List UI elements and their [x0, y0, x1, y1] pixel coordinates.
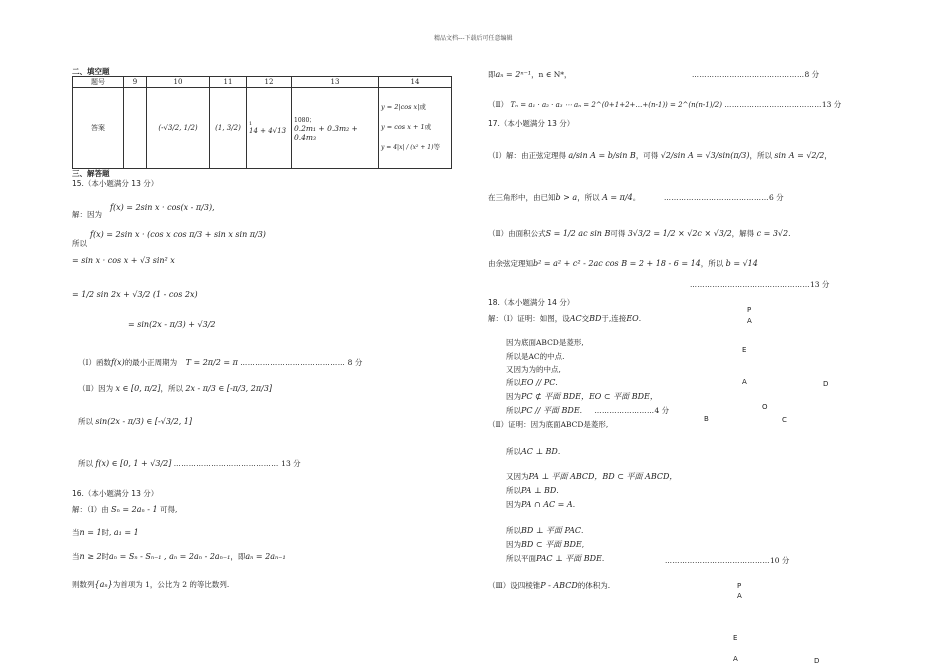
q15-line5-math: = sin(2x - π/3) + √3/2	[128, 320, 216, 329]
q18-line15-score: 10 分	[770, 556, 790, 565]
answer-q14-a-suffix: 或	[419, 103, 426, 112]
q18-line7	[506, 405, 669, 416]
q15-line1-pre: 解：因为	[72, 210, 102, 219]
answer-q10: (-√3/2, 1/2)	[147, 88, 210, 169]
answer-q13-a: 1080；	[294, 116, 316, 124]
figure1-label-o: O	[762, 403, 768, 411]
q16c-line1-dots: ………………………………………	[692, 71, 805, 79]
figure1-label-d: D	[823, 380, 829, 388]
q18-line15-dots: ……………………………………	[665, 557, 770, 565]
q16-line2-mid: 时,	[101, 528, 112, 537]
table-row-label: 答案	[73, 88, 124, 169]
q18-line6-math: PC ⊄ 平面 BDE，EO ⊂ 平面 BDE，	[521, 392, 658, 401]
q18-line11-pre: 所以	[506, 486, 521, 495]
q18-line4: 又因为为的中点,	[506, 365, 561, 374]
q18-line12-math: PA ∩ AC = A	[521, 500, 573, 509]
q18-line5-pre: 所以	[506, 378, 521, 387]
q18-line13-post: .	[581, 526, 584, 535]
q16c-line1-math: aₙ = 2ⁿ⁻¹	[495, 70, 532, 79]
q16c-line1-mid: ，n ∈ N*，	[531, 70, 572, 79]
answer-q12-main: 14 + 4√13	[249, 127, 287, 135]
page-header-note: 精品文档---下载后可任意编辑	[434, 35, 513, 42]
q15-line2-math: f(x) = 2sin x · (cos x cos π/3 + sin x sin π/3)	[90, 230, 266, 239]
answer-q9	[124, 88, 147, 169]
q18-line5-post: .	[555, 378, 558, 387]
q17-line4-mid: ，所以	[700, 259, 724, 268]
q18-line1-math1: AC	[569, 314, 582, 323]
q18-line16-post: 的体积为.	[577, 581, 611, 590]
table-header-cell: 11	[210, 77, 247, 88]
q15-part1-mid: 的最小正周期为	[124, 358, 178, 367]
q18-line10-pre: 又因为	[506, 472, 529, 481]
q18-line14	[506, 539, 584, 550]
q18-line11	[506, 485, 559, 496]
q15-heading: 15.（本小题满分 13 分）	[72, 179, 159, 188]
q17-line2-tail	[664, 192, 784, 203]
q17-line1-math1: a/sin A = b/sin B	[568, 151, 636, 160]
q18-line9-post: .	[557, 447, 561, 456]
q17-line2-math1: b > a	[555, 193, 578, 202]
answer-q14	[379, 88, 452, 169]
q16c-line1-tail	[692, 69, 819, 80]
q18-line15-math: PAC ⊥ 平面 BDE	[536, 554, 602, 563]
figure1-label-e: E	[742, 346, 747, 354]
q16-heading: 16.（本小题满分 13 分）	[72, 489, 159, 498]
q17-line3-pre: （Ⅱ）由面积公式	[488, 229, 546, 238]
q17-line3-post: .	[788, 229, 791, 238]
q17-line2-math2: A = π/4	[602, 193, 633, 202]
q18-line10	[506, 471, 677, 482]
q17-line1-math2: √2/sin A = √3/sin(π/3)	[660, 151, 750, 160]
q16-line4	[72, 579, 229, 590]
q18-line12-post: .	[572, 500, 576, 509]
answer-table-header	[73, 77, 452, 88]
q15-part1-score: 8 分	[347, 358, 363, 367]
q17-line5	[690, 279, 829, 290]
q16-line1-math: Sₙ = 2aₙ - 1	[111, 505, 158, 514]
q17-line5-score: 13 分	[810, 280, 830, 289]
table-header-cell: 14	[379, 77, 452, 88]
q16-line3-math1: n ≥ 2	[79, 552, 102, 561]
q17-line4-math2: b = √14	[725, 259, 758, 268]
q15-part3-math: sin(2x - π/3) ∈ [-√3/2, 1]	[95, 417, 192, 426]
q18-line16-math: P - ABCD	[540, 581, 578, 590]
figure2-label-e: E	[733, 634, 738, 642]
q18-line12	[506, 499, 575, 510]
figure2-label-p: P	[737, 582, 742, 590]
q16-line1-post: 可得,	[160, 505, 178, 514]
q15-part2	[78, 383, 272, 394]
q17-line2-post: 。	[632, 193, 641, 202]
q16-line3-math3: aₙ = 2aₙ₋₁	[245, 552, 286, 561]
answer-q14-b-suffix: 或	[424, 123, 432, 132]
figure2-label-d: D	[814, 657, 820, 665]
q17-line3-math3: c = 3√2	[756, 229, 789, 238]
q15-line3-math: = sin x · cos x + √3 sin² x	[72, 256, 175, 265]
q16c-line2-dots: …………………………………	[724, 101, 822, 109]
q15-part3	[78, 416, 192, 427]
q18-line14-post: ,	[581, 540, 585, 549]
q16-line1-pre: 解：（Ⅰ）由	[72, 505, 109, 514]
q18-line8: （Ⅱ）证明：因为底面ABCD是菱形,	[488, 420, 609, 429]
q15-part2-pre: （Ⅱ）因为	[78, 384, 114, 393]
answer-q12-top: 1	[249, 121, 253, 127]
q16-line3-math2: aₙ = Sₙ - Sₙ₋₁ , aₙ = 2aₙ - 2aₙ₋₁	[109, 552, 231, 561]
answer-table	[72, 76, 452, 169]
q18-line15-post: .	[601, 554, 605, 563]
q16-line2-math1: n = 1	[79, 528, 102, 537]
figure1-label-b: B	[704, 415, 709, 423]
q15-part3-pre: 所以	[78, 417, 93, 426]
table-header-cell: 9	[124, 77, 147, 88]
q15-part4-pre: 所以	[78, 459, 93, 468]
q17-line3-math1: S = 1/2 ac sin B	[545, 229, 611, 238]
q17-line3-math2: 3√3/2 = 1/2 × √2c × √3/2	[627, 229, 732, 238]
q18-line7-score: 4 分	[654, 406, 670, 415]
q18-line16	[488, 580, 610, 591]
q17-line2-pre: 在三角形中，由已知	[488, 193, 556, 202]
q18-line1-mid: 交	[581, 314, 590, 323]
q15-part4	[78, 458, 301, 469]
answer-q13-b: 0.2m₁ + 0.3m₂ + 0.4m₃	[294, 123, 358, 142]
q18-line15-tail	[665, 555, 789, 566]
answer-q13	[292, 88, 379, 169]
q16c-line2-score: 13 分	[821, 100, 842, 109]
q17-line1-math3: sin A = √2/2	[774, 151, 825, 160]
q17-line5-dots: …………………………………………	[690, 281, 810, 289]
q15-line4-math: = 1/2 sin 2x + √3/2 (1 - cos 2x)	[72, 290, 198, 299]
q18-line5	[506, 377, 558, 388]
answer-q11: (1, 3/2)	[210, 88, 247, 169]
q18-line14-math: BD ⊂ 平面 BDE	[521, 540, 582, 549]
q18-line7-math: PC // 平面 BDE	[521, 406, 580, 415]
q18-line9	[506, 446, 560, 457]
q18-line1-math3: EO	[626, 314, 639, 323]
q18-line5-math: EO // PC	[521, 378, 556, 387]
q18-line7-pre: 所以	[506, 406, 521, 415]
q16c-line1	[488, 69, 572, 80]
figure1-label-a1: A	[747, 317, 752, 325]
q16c-line2-pre: （Ⅱ）	[488, 100, 509, 109]
q18-line15-pre: 所以平面	[506, 554, 536, 563]
q15-part1-dots: ……………………………………	[240, 359, 346, 367]
q18-line15	[506, 553, 604, 564]
answer-q14-c: y = 4|x| / (x² + 1)	[381, 143, 434, 151]
q16-line3-mid: 时	[101, 552, 110, 561]
figure2-label-a1: A	[737, 592, 742, 600]
q18-heading: 18.（本小题满分 14 分）	[488, 298, 575, 307]
q16-line1	[72, 504, 177, 515]
q18-line1-mid2: 于,连接	[601, 314, 627, 323]
fill-in-title: 二、填空题	[72, 67, 110, 76]
answer-table-row	[73, 88, 452, 169]
q18-line2: 因为底面ABCD是菱形,	[506, 338, 584, 347]
q18-line1	[488, 313, 641, 324]
q16-line2-math2: a₁ = 1	[113, 528, 139, 537]
q18-line7-post: .	[579, 406, 583, 415]
q15-part4-dots: ……………………………………	[173, 460, 279, 468]
q17-line3-mid2: ，解得	[731, 229, 755, 238]
answer-q14-b: y = cos x + 1	[381, 123, 425, 132]
q15-part4-math: f(x) ∈ [0, 1 + √3/2]	[95, 459, 172, 468]
figure1-label-p: P	[747, 306, 752, 314]
q15-part4-score: 13 分	[281, 459, 301, 468]
q18-line11-math: PA ⊥ BD	[521, 486, 557, 495]
q18-line13	[506, 525, 583, 536]
table-header-cell: 13	[292, 77, 379, 88]
q16c-line2	[488, 99, 841, 110]
q16-line4-math: {aₙ}	[94, 580, 113, 589]
q17-line3-mid: 可得	[610, 229, 626, 238]
q16-line2-pre: 当	[72, 528, 80, 537]
q16-line3	[72, 551, 286, 562]
q18-line12-pre: 因为	[506, 500, 521, 509]
q16c-line1-pre: 即	[488, 70, 496, 79]
q17-heading: 17.（本小题满分 13 分）	[488, 119, 575, 128]
q15-line1	[72, 209, 102, 220]
solve-title: 三、解答题	[72, 169, 110, 178]
q17-line2-dots: ……………………………………	[664, 194, 769, 202]
answer-q12	[247, 88, 292, 169]
q18-line1-math2: BD	[589, 314, 602, 323]
q17-line1	[488, 150, 832, 161]
q18-line11-post: .	[556, 486, 559, 495]
table-header-cell: 10	[147, 77, 210, 88]
figure2-label-a2: A	[733, 655, 738, 663]
figure1-label-c: C	[782, 416, 787, 424]
table-header-cell: 12	[247, 77, 292, 88]
q15-part1-math: f(x)	[110, 358, 125, 367]
q16-line3-mid2: ，即	[230, 552, 246, 561]
q16c-line2-math: Tₙ = a₁ · a₂ · a₃ ⋯ aₙ = 2^(0+1+2+…+(n-1)) = 2^(n(n-1)/2)	[510, 101, 722, 109]
q18-line6	[506, 391, 658, 402]
q17-line1-pre: （Ⅰ）解：由正弦定理得	[488, 151, 566, 160]
q18-line1-pre: 解：（Ⅰ）证明：如图，设	[488, 314, 570, 323]
q18-line13-math: BD ⊥ 平面 PAC	[521, 526, 581, 535]
q17-line1-mid2: ，所以	[749, 151, 772, 160]
q17-line4-pre: 由余弦定理知	[488, 259, 533, 268]
q17-line1-mid: ，可得	[635, 151, 659, 160]
q15-part2-math2: 2x - π/3 ∈ [-π/3, 2π/3]	[185, 384, 273, 393]
q17-line1-post: ，	[824, 151, 832, 160]
q18-line14-pre: 因为	[506, 540, 521, 549]
q17-line4	[488, 258, 758, 269]
q18-line10-math: PA ⊥ 平面 ABCD，BD ⊂ 平面 ABCD，	[528, 472, 678, 481]
q15-part1	[78, 357, 362, 368]
q15-part2-math1: x ∈ [0, π/2]	[115, 384, 161, 393]
q17-line2-mid: ，所以	[577, 193, 600, 202]
q15-part1-result: T = 2π/2 = π	[185, 358, 238, 367]
q18-line3: 所以是AC的中点.	[506, 352, 565, 361]
q17-line2	[488, 192, 640, 203]
answer-q14-c-suffix: 等	[433, 142, 440, 151]
q17-line3	[488, 228, 791, 239]
q15-part1-pre: （Ⅰ）函数	[78, 358, 111, 367]
q18-line1-post: .	[638, 314, 642, 323]
q18-line6-pre: 因为	[506, 392, 521, 401]
answer-q14-a: y = 2|cos x|	[381, 103, 420, 112]
q17-line4-math1: b² = a² + c² - 2ac cos B = 2 + 18 - 6 = 14	[533, 259, 701, 268]
q16-line4-post: 为首项为 1，公比为 2 的等比数列.	[112, 580, 230, 589]
q18-line9-math: AC ⊥ BD	[521, 447, 558, 456]
q18-line13-pre: 所以	[506, 526, 521, 535]
q16-line2	[72, 527, 139, 538]
q18-line9-pre: 所以	[506, 447, 521, 456]
q16-line3-pre: 当	[72, 552, 80, 561]
q18-line7-dots: ……………………	[594, 407, 655, 415]
q18-line16-pre: （Ⅲ）设四棱锥	[488, 581, 541, 590]
q15-line2-pre: 所以	[72, 239, 87, 248]
q16-line4-pre: 则数列	[72, 580, 95, 589]
q16c-line1-score: 8 分	[804, 70, 820, 79]
q17-line2-score: 6 分	[769, 193, 784, 202]
figure1-label-a2: A	[742, 378, 747, 386]
table-header-cell: 题号	[73, 77, 124, 88]
q15-line1-math: f(x) = 2sin x · cos(x - π/3),	[110, 203, 215, 212]
q15-part2-mid: ，所以	[160, 384, 183, 393]
